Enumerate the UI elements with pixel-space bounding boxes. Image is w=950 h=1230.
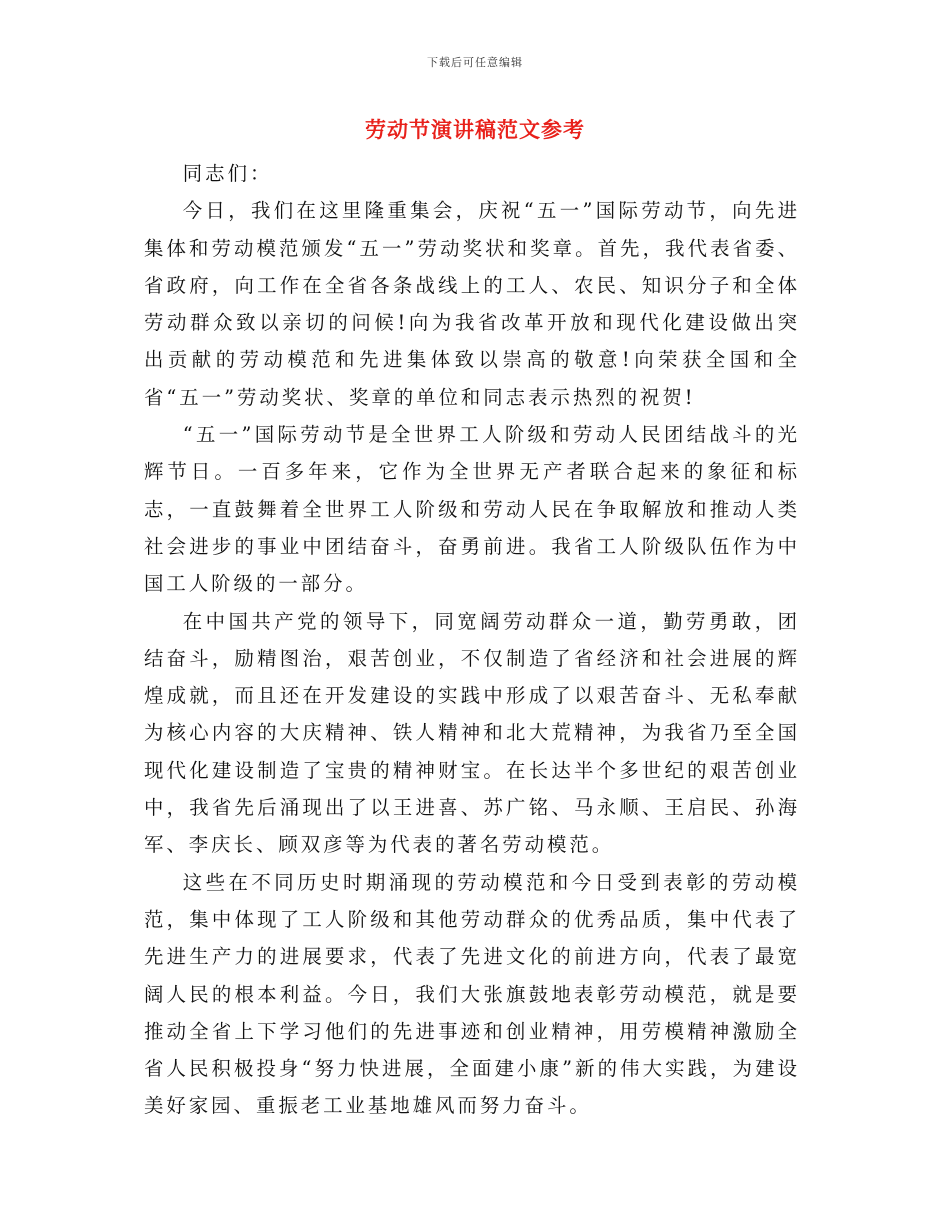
header-note: 下载后可任意编辑 xyxy=(427,56,523,69)
document-body xyxy=(144,155,800,1125)
paragraph-3: 在中国共产党的领导下，同宽阔劳动群众一道，勤劳勇敢，团结奋斗，励精图治，艰苦创业，不仅制造了省经济和社会进展的辉煌成就，而且还在开发建设的实践中形成了以艰苦奋斗、无私奉献为核心内容的大庆精神、铁人精神和北大荒精神，为我省乃至全国现代化建设制造了宝贵的精神财宝。在长达半个多世纪的艰苦创业中，我省先后涌现出了以王进喜、苏广铭、马永顺、王启民、孙海军、李庆长、顾双彦等为代表的著名劳动模范。 xyxy=(144,609,800,857)
paragraph-2: “五一”国际劳动节是全世界工人阶级和劳动人民团结战斗的光辉节日。一百多年来，它作为全世界无产者联合起来的象征和标志，一直鼓舞着全世界工人阶级和劳动人民在争取解放和推动人类社会进步的事业中团结奋斗，奋勇前进。我省工人阶级队伍作为中国工人阶级的一部分。 xyxy=(144,423,800,596)
paragraph-1: 今日，我们在这里隆重集会，庆祝“五一”国际劳动节，向先进集体和劳动模范颁发“五一”劳动奖状和奖章。首先，我代表省委、省政府，向工作在全省各条战线上的工人、农民、知识分子和全体劳动群众致以亲切的问候!向为我省改革开放和现代化建设做出突出贡献的劳动模范和先进集体致以崇高的敬意!向荣获全国和全省“五一”劳动奖状、奖章的单位和同志表示热烈的祝贺! xyxy=(144,199,800,409)
paragraph-4: 这些在不同历史时期涌现的劳动模范和今日受到表彰的劳动模范，集中体现了工人阶级和其他劳动群众的优秀品质，集中代表了先进生产力的进展要求，代表了先进文化的前进方向，代表了最宽阔人民的根本利益。今日，我们大张旗鼓地表彰劳动模范，就是要推动全省上下学习他们的先进事迹和创业精神，用劳模精神激励全省人民积极投身“努力快进展，全面建小康”新的伟大实践，为建设美好家园、重振老工业基地雄风而努力奋斗。 xyxy=(144,870,800,1118)
document-title: 劳动节演讲稿范文参考 xyxy=(365,117,585,142)
greeting: 同志们： xyxy=(182,162,273,185)
